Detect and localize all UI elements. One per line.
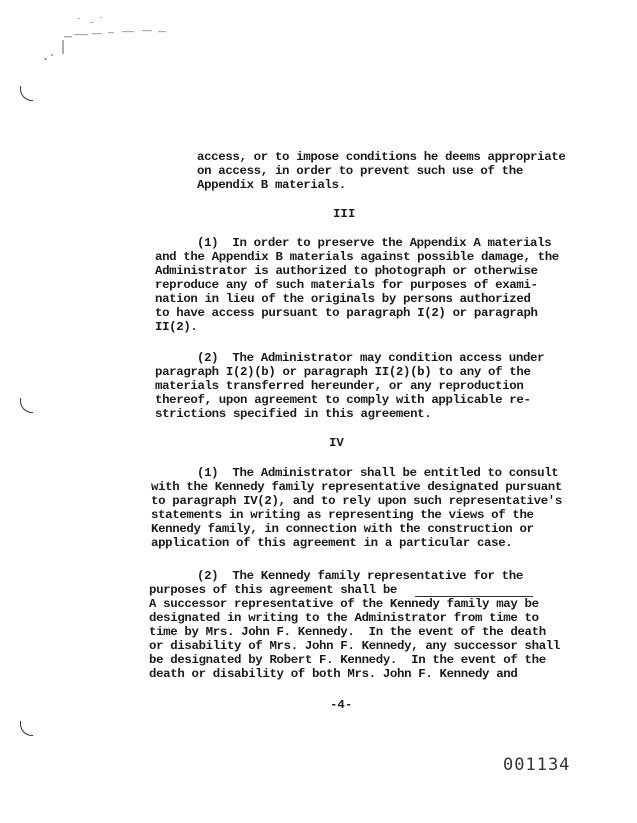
page-number: -4- <box>330 698 353 712</box>
scan-noise-mark <box>38 14 188 64</box>
text-line: purposes of this agreement shall be <box>149 583 397 597</box>
text-line: be designated by Robert F. Kennedy. In the event of the <box>149 653 546 667</box>
text-line: II(2). <box>155 320 198 334</box>
binder-hole-mark <box>20 721 33 736</box>
binder-hole-mark <box>20 398 33 413</box>
text-line: and the Appendix B materials against possible damage, the <box>155 250 559 264</box>
text-line: designated in writing to the Administrator from time to <box>149 611 539 625</box>
section-heading-iv: IV <box>329 436 344 450</box>
text-line: on access, in order to prevent such use of the <box>197 164 523 178</box>
text-line: statements in writing as representing the views of the <box>151 508 534 522</box>
text-line: with the Kennedy family representative designated pursuant <box>151 480 562 494</box>
text-line: (2) The Administrator may condition access under <box>197 351 545 365</box>
document-stamp-number: 001134 <box>503 755 571 775</box>
text-line: strictions specified in this agreement. <box>155 407 432 421</box>
text-line: Kennedy family, in connection with the construction or <box>151 522 534 536</box>
text-line: time by Mrs. John F. Kennedy. In the event of the death <box>149 625 546 639</box>
text-line: paragraph I(2)(b) or paragraph II(2)(b) to any of the <box>155 365 531 379</box>
text-line: Appendix B materials. <box>197 178 346 192</box>
text-line: A successor representative of the Kennedy family may be <box>149 597 539 611</box>
text-line: (2) The Kennedy family representative for the <box>197 569 523 583</box>
text-line: Administrator is authorized to photograph or otherwise <box>155 264 538 278</box>
text-line: to have access pursuant to paragraph I(2) or paragraph <box>155 306 538 320</box>
binder-hole-mark <box>20 86 33 101</box>
text-line: to paragraph IV(2), and to rely upon such representative's <box>151 494 562 508</box>
text-line: death or disability of both Mrs. John F. Kennedy and <box>149 667 518 681</box>
text-line: (1) The Administrator shall be entitled to consult <box>197 466 559 480</box>
text-line: reproduce any of such materials for purposes of exami- <box>155 278 538 292</box>
text-line: (1) In order to preserve the Appendix A materials <box>197 236 552 250</box>
text-line: access, or to impose conditions he deems appropriate <box>197 150 566 164</box>
text-line: application of this agreement in a particular case. <box>151 536 513 550</box>
text-line: materials transferred hereunder, or any reproduction <box>155 379 524 393</box>
section-heading-iii: III <box>333 207 356 221</box>
text-line: nation in lieu of the originals by persons authorized <box>155 292 531 306</box>
text-line: thereof, upon agreement to comply with applicable re- <box>155 393 531 407</box>
text-line: or disability of Mrs. John F. Kennedy, any successor shall <box>149 639 560 653</box>
